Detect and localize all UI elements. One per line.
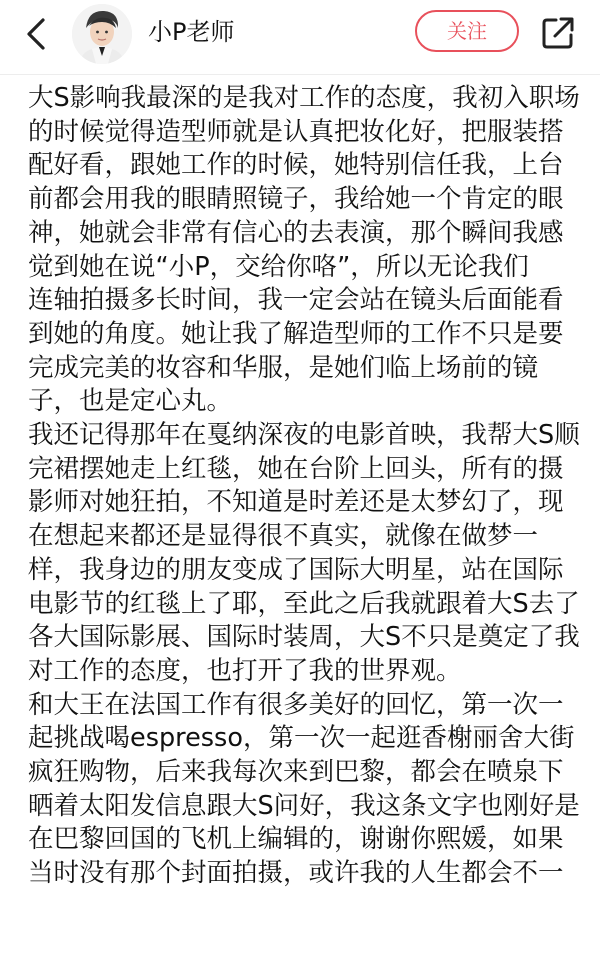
post-text-line: 当时没有那个封面拍摄，或许我的人生都会不一 bbox=[28, 858, 564, 889]
avatar[interactable] bbox=[72, 4, 132, 64]
user-avatar-image bbox=[72, 4, 132, 64]
post-text-line: 在巴黎回国的飞机上编辑的，谢谢你熙媛，如果 bbox=[28, 824, 564, 855]
post-text-line: 大S影响我最深的是我对工作的态度，我初入职场 bbox=[28, 83, 580, 113]
post-text-line: 晒着太阳发信息跟大S问好，我这条文字也刚好是 bbox=[28, 790, 580, 821]
share-button[interactable] bbox=[538, 13, 578, 53]
post-text-line: 到她的角度。她让我了解造型师的工作不只是要 bbox=[28, 318, 564, 349]
post-text-line: 样，我身边的朋友变成了国际大明星，站在国际 bbox=[28, 554, 564, 585]
post-text-line: 的时候觉得造型师就是认真把妆化好，把服装搭 bbox=[28, 116, 564, 147]
post-text-line: 起挑战喝espresso，第一次一起逛香榭丽舍大街 bbox=[28, 723, 575, 754]
post-text-line: 神，她就会非常有信心的去表演，那个瞬间我感 bbox=[28, 217, 564, 248]
post-text-line: 和大王在法国工作有很多美好的回忆，第一次一 bbox=[28, 689, 564, 720]
post-text-line: 觉到她在说“小P，交给你咯”，所以无论我们 bbox=[28, 251, 529, 282]
post-text-line: 完裙摆她走上红毯，她在台阶上回头，所有的摄 bbox=[28, 453, 564, 484]
post-text-line: 我还记得那年在戛纳深夜的电影首映，我帮大S顺 bbox=[28, 420, 580, 451]
post-text-line: 影师对她狂拍，不知道是时差还是太梦幻了，现 bbox=[28, 487, 564, 518]
follow-button[interactable]: 关注 bbox=[415, 10, 519, 52]
post-text-line: 在想起来都还是显得很不真实，就像在做梦一 bbox=[28, 521, 539, 552]
top-bar bbox=[0, 0, 600, 74]
header-divider bbox=[0, 74, 600, 75]
post-text-line: 对工作的态度，也打开了我的世界观。 bbox=[28, 655, 462, 686]
chevron-left-icon bbox=[18, 14, 58, 54]
post-text-line: 配好看，跟她工作的时候，她特别信任我，上台 bbox=[28, 150, 564, 181]
post-text-line: 各大国际影展、国际时装周，大S不只是奠定了我 bbox=[28, 622, 580, 653]
post-text-line: 电影节的红毯上了耶，至此之后我就跟着大S去了 bbox=[28, 588, 580, 619]
username[interactable]: 小P老师 bbox=[148, 18, 235, 46]
post-text-line: 子，也是定心丸。 bbox=[28, 386, 233, 417]
post-text-line: 完成完美的妆容和华服，是她们临上场前的镜 bbox=[28, 352, 539, 383]
back-button[interactable] bbox=[18, 14, 58, 54]
post-text-line: 连轴拍摄多长时间，我一定会站在镜头后面能看 bbox=[28, 285, 564, 316]
post-body bbox=[28, 82, 580, 966]
post-text-line: 前都会用我的眼睛照镜子，我给她一个肯定的眼 bbox=[28, 184, 564, 215]
post-text-line: 疯狂购物，后来我每次来到巴黎，都会在喷泉下 bbox=[28, 757, 564, 788]
share-external-icon bbox=[538, 13, 578, 53]
